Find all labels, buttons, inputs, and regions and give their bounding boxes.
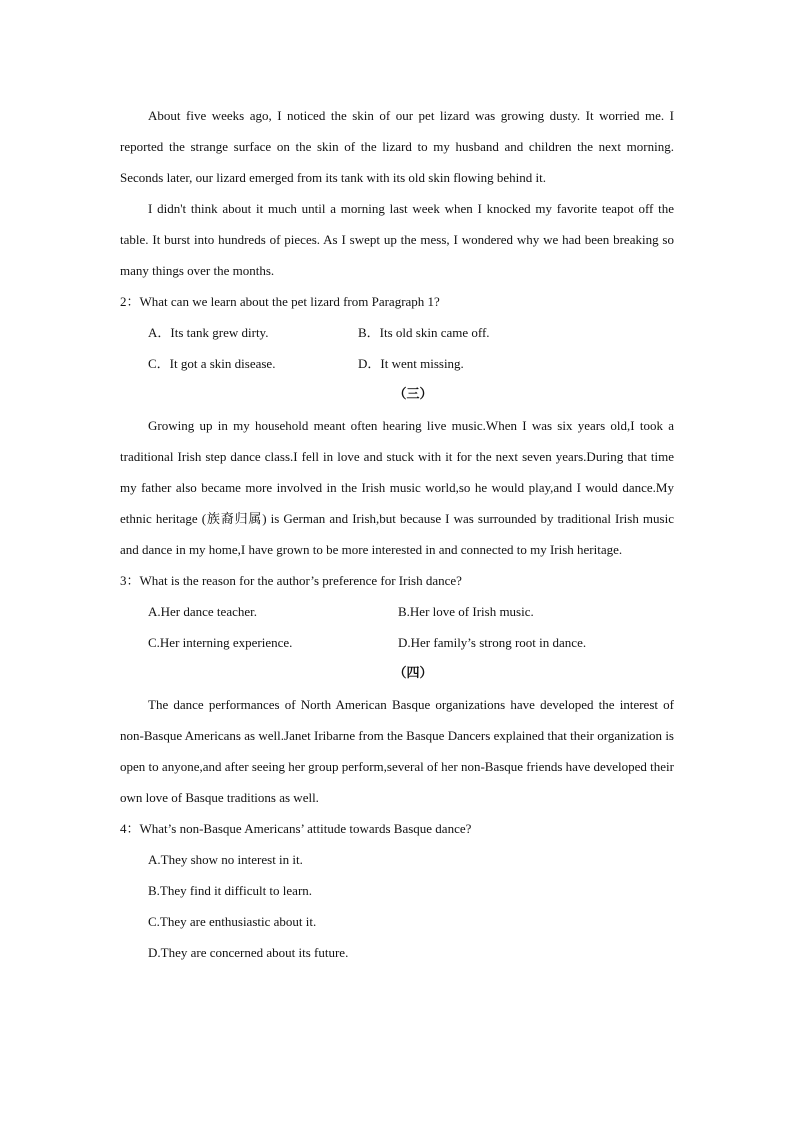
question-3-options-row-1 — [148, 596, 674, 627]
option-2c: C．It got a skin disease. — [148, 356, 276, 371]
option-2a: A．Its tank grew dirty. — [148, 325, 269, 340]
option-3b: B.Her love of Irish music. — [398, 604, 534, 619]
document-page — [120, 100, 674, 968]
question-2: 2：What can we learn about the pet lizard from Paragraph 1? — [120, 294, 440, 309]
option-4a: A.They show no interest in it. — [148, 852, 303, 867]
passage2-paragraph-1: About five weeks ago, I noticed the skin of our pet lizard was growing dusty. It worried me. I reported the strange surface on the skin of the lizard to my husband and children the next morning. Seconds later, our lizard emerged from its tank with its old skin flowing behind it. — [120, 108, 674, 185]
section-3-title: （三） — [393, 387, 433, 402]
option-4c: C.They are enthusiastic about it. — [148, 914, 317, 929]
passage2-paragraph-2: I didn't think about it much until a morning last week when I knocked my favorite teapot off the table. It burst into hundreds of pieces. As I swept up the mess, I wondered why we had been breaking so many things over the months. — [120, 201, 674, 278]
section-4-title: （四） — [393, 666, 433, 681]
option-3c: C.Her interning experience. — [148, 635, 293, 650]
section-3-paragraph: Growing up in my household meant often hearing live music.When I was six years old,I took a traditional Irish step dance class.I fell in love and stuck with it for the next seven years.During that time my father also became more involved in the Irish music world,so he would play,and I would dance.My ethnic heritage (族裔归属) is German and Irish,but because I was surrounded by traditional Irish music and dance in my home,I have grown to be more interested in and connected to my Irish heritage. — [120, 418, 674, 557]
question-3: 3：What is the reason for the author’s preference for Irish dance? — [120, 573, 462, 588]
question-2-options-row-2 — [148, 348, 674, 379]
option-2d: D．It went missing. — [358, 356, 464, 371]
option-3a: A.Her dance teacher. — [148, 604, 257, 619]
option-4b: B.They find it difficult to learn. — [148, 883, 313, 898]
option-3d: D.Her family’s strong root in dance. — [398, 635, 587, 650]
question-4: 4：What’s non-Basque Americans’ attitude towards Basque dance? — [120, 821, 472, 836]
option-4d: D.They are concerned about its future. — [148, 945, 349, 960]
option-2b: B．Its old skin came off. — [358, 325, 490, 340]
question-3-options-row-2 — [148, 627, 674, 658]
question-2-options-row-1 — [148, 317, 674, 348]
section-4-paragraph: The dance performances of North American Basque organizations have developed the interest of non-Basque Americans as well.Janet Iribarne from the Basque Dancers explained that their organization is open to anyone,and after seeing her group perform,several of her non-Basque friends have developed their own love of Basque traditions as well. — [120, 697, 674, 805]
